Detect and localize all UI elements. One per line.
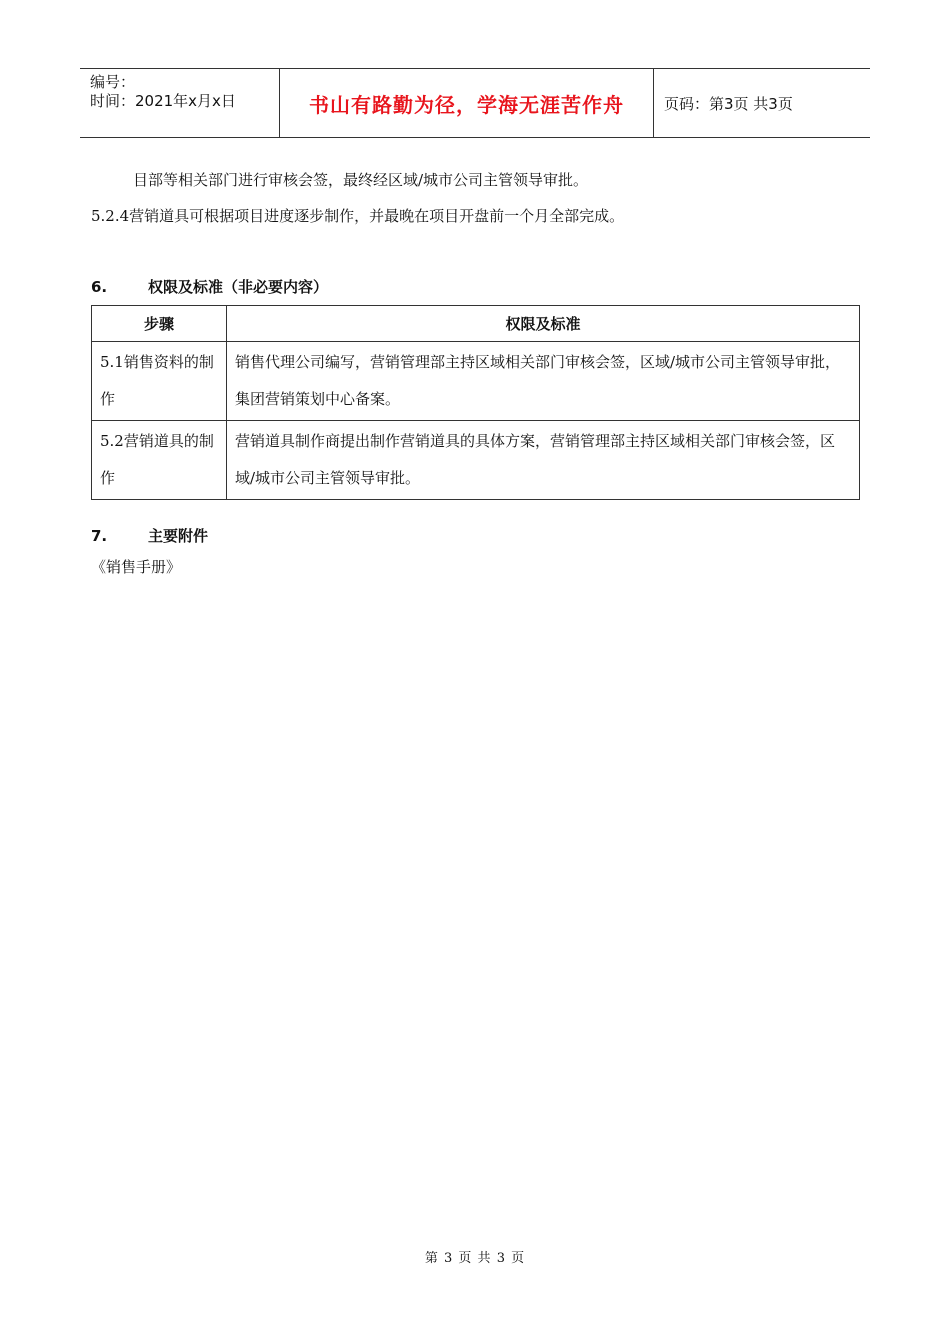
table-row bbox=[92, 421, 860, 500]
permissions-table bbox=[91, 305, 860, 500]
section-6-number: 6. bbox=[91, 278, 108, 296]
header-motto: 书山有路勤为径，学海无涯苦作舟 bbox=[280, 69, 654, 137]
section-7-number: 7. bbox=[91, 527, 108, 545]
page-header bbox=[80, 68, 870, 138]
section-6-title: 权限及标准（非必要内容） bbox=[148, 278, 329, 296]
paragraph-continued: 目部等相关部门进行审核会签，最终经区域/城市公司主管领导审批。 bbox=[133, 171, 589, 189]
table-cell-step: 5.2营销道具的制作 bbox=[92, 421, 227, 500]
header-meta bbox=[80, 69, 280, 137]
paragraph-5-2-4: 5.2.4营销道具可根据项目进度逐步制作，并最晚在项目开盘前一个月全部完成。 bbox=[91, 207, 625, 225]
section-6-heading bbox=[91, 276, 328, 297]
header-number: 编号： bbox=[90, 73, 136, 91]
header-date: 时间：2021年x月x日 bbox=[90, 92, 236, 110]
table-header-row bbox=[92, 306, 860, 342]
header-page-number: 页码：第3页 共3页 bbox=[664, 94, 793, 113]
section-7-title: 主要附件 bbox=[148, 527, 209, 545]
table-header-standard: 权限及标准 bbox=[227, 306, 860, 342]
page-footer: 第 3 页 共 3 页 bbox=[424, 1251, 526, 1266]
table-cell-step: 5.1销售资料的制作 bbox=[92, 342, 227, 421]
section-7-heading bbox=[91, 525, 208, 546]
attachment-item: 《销售手册》 bbox=[91, 558, 182, 576]
table-row bbox=[92, 342, 860, 421]
table-cell-standard: 营销道具制作商提出制作营销道具的具体方案，营销管理部主持区域相关部门审核会签，区域/城市公司主管领导审批。 bbox=[227, 421, 860, 500]
table-header-step: 步骤 bbox=[92, 306, 227, 342]
table-cell-standard: 销售代理公司编写，营销管理部主持区域相关部门审核会签，区域/城市公司主管领导审批，集团营销策划中心备案。 bbox=[227, 342, 860, 421]
